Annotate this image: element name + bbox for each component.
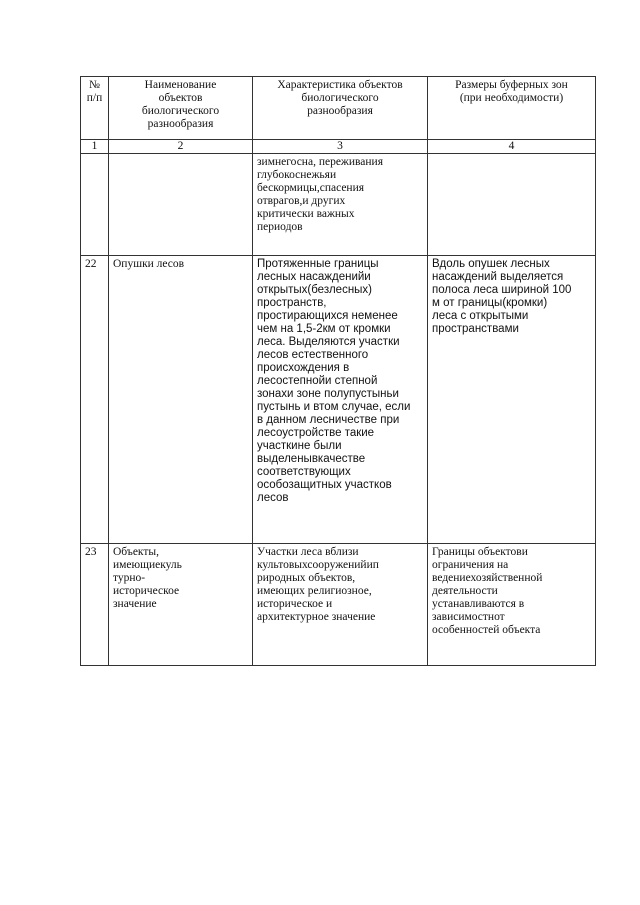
- table-row-continued: [81, 154, 596, 256]
- header-number: № п/п: [81, 77, 109, 140]
- header-object-name: Наименование объектов биологического разнообразия: [109, 77, 253, 140]
- column-number-3: 3: [253, 140, 428, 154]
- header-buffer-zone-size: Размеры буферных зон (при необходимости): [428, 77, 596, 140]
- biodiversity-objects-table: [80, 76, 596, 666]
- row-buffer-zone: [428, 154, 596, 256]
- column-number-2: 2: [109, 140, 253, 154]
- row-number: [81, 154, 109, 256]
- row-object-name: [109, 154, 253, 256]
- row-characteristics: зимнегосна, переживания глубокоснежьяи бескормицы,спасения отврагов,и других критически важных периодов: [253, 154, 428, 256]
- header-characteristics: Характеристика объектов биологического разнообразия: [253, 77, 428, 140]
- row-characteristics: Участки леса вблизи культовыхсооруженийип риродных объектов, имеющих религиозное, историческое и архитектурное значение: [253, 544, 428, 666]
- row-buffer-zone: Вдоль опушек лесных насаждений выделяется полоса леса шириной 100 м от границы(кромки) леса с открытыми пространствами: [428, 256, 596, 544]
- column-number-4: 4: [428, 140, 596, 154]
- column-numbers-row: [81, 140, 596, 154]
- row-number: 23: [81, 544, 109, 666]
- table-row-23: [81, 544, 596, 666]
- row-buffer-zone: Границы объектови ограничения на ведениехозяйственной деятельности устанавливаются в зависимостнот особенностей объекта: [428, 544, 596, 666]
- table-header-row: [81, 77, 596, 140]
- column-number-1: 1: [81, 140, 109, 154]
- row-number: 22: [81, 256, 109, 544]
- row-object-name: Опушки лесов: [109, 256, 253, 544]
- row-characteristics: Протяженные границы лесных насажденийи открытых(безлесных) пространств, простирающихся неменее чем на 1,5-2км от кромки леса. Выделяются участки лесов естественного происхождения в лесостепнойи степной зонахи зоне полупустыньи пустынь и втом случае, если в данном лесничестве при лесоустройстве такие участкине были выделенывкачестве соответствующих особозащитных участков лесов: [253, 256, 428, 544]
- row-object-name: Объекты, имеющиекуль турно- историческое значение: [109, 544, 253, 666]
- table-row-22: [81, 256, 596, 544]
